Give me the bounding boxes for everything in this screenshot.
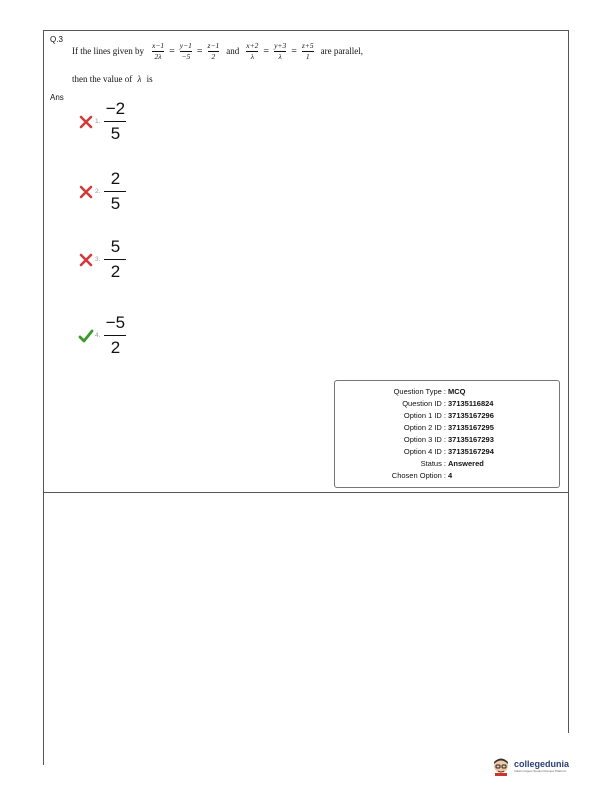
denominator: 5 (110, 194, 121, 213)
brand-tagline: India's largest Student Review Platform (514, 769, 567, 773)
info-key: Option 4 ID : (403, 447, 446, 456)
equals-sign: = (196, 45, 203, 57)
info-key: Question ID : (402, 399, 446, 408)
fraction-x-line1 (152, 42, 164, 61)
equals-sign: = (291, 45, 297, 57)
info-value: MCQ (448, 387, 466, 396)
denominator: 2 (110, 262, 121, 281)
fraction-y-line1 (180, 42, 192, 61)
fraction-z-line2 (302, 42, 314, 61)
equals-sign: = (169, 45, 175, 57)
denominator: λ (278, 51, 282, 61)
info-option-2-id (335, 423, 559, 432)
option-index: 2. (95, 188, 101, 195)
denominator: 2 (110, 338, 121, 357)
numerator: −5 (105, 313, 126, 332)
question-line-two-suffix: is (146, 74, 153, 84)
fraction-z-line1 (208, 42, 220, 61)
info-value: Answered (448, 459, 484, 468)
info-value: 37135167294 (448, 447, 494, 456)
option-fraction (104, 170, 126, 213)
numerator: y+3 (274, 40, 287, 50)
info-option-4-id (335, 447, 559, 456)
option-index: 1. (95, 118, 101, 125)
and-word: and (226, 46, 240, 56)
denominator: 2 (211, 51, 216, 61)
lambda-symbol: λ (137, 74, 142, 84)
numerator: y−1 (179, 40, 192, 50)
cross-icon (78, 252, 94, 268)
page-border-right (568, 493, 569, 733)
question-info-box (334, 380, 560, 488)
numerator: 5 (110, 237, 121, 256)
question-line-two (72, 74, 153, 84)
info-key: Chosen Option : (391, 471, 446, 480)
info-value: 37135167295 (448, 423, 494, 432)
option-fraction (104, 238, 126, 281)
denominator: −5 (181, 51, 191, 61)
cross-icon (78, 114, 94, 130)
info-key: Option 1 ID : (403, 411, 446, 420)
denominator: 1 (305, 51, 310, 61)
brand-name: collegedunia (514, 759, 570, 769)
numerator: z−1 (207, 40, 220, 50)
numerator: −2 (105, 99, 126, 118)
info-question-type (335, 387, 559, 396)
info-key: Status : (420, 459, 446, 468)
info-option-3-id (335, 435, 559, 444)
question-line-two-prefix: then the value of (72, 74, 133, 84)
info-status (335, 459, 559, 468)
numerator: x+2 (246, 40, 259, 50)
numerator: z+5 (301, 40, 314, 50)
info-value: 37135167296 (448, 411, 494, 420)
option-index: 4. (95, 332, 101, 339)
denominator: 2λ (154, 51, 162, 61)
option-3[interactable] (78, 238, 126, 281)
option-index: 3. (95, 256, 101, 263)
equals-sign: = (263, 45, 270, 57)
denominator: λ (250, 51, 254, 61)
info-value: 37135116824 (448, 399, 494, 408)
option-fraction (104, 100, 126, 143)
mascot-icon (492, 756, 510, 776)
option-1[interactable] (78, 100, 126, 143)
numerator: 2 (110, 169, 121, 188)
numerator: x−1 (151, 40, 165, 50)
info-chosen-option (335, 471, 559, 480)
info-value: 4 (448, 471, 453, 480)
fraction-y-line2 (274, 42, 286, 61)
info-key: Option 2 ID : (403, 423, 446, 432)
fraction-x-line2 (246, 42, 258, 61)
info-value: 37135167293 (448, 435, 494, 444)
info-question-id (335, 399, 559, 408)
cross-icon (78, 184, 94, 200)
denominator: 5 (110, 124, 121, 143)
question-number: Q.3 (50, 35, 63, 44)
answer-label: Ans (50, 93, 64, 102)
checkmark-icon (78, 328, 94, 344)
option-fraction (104, 314, 126, 357)
collegedunia-logo (492, 756, 569, 776)
page-border-left (43, 493, 44, 765)
question-statement (72, 38, 368, 64)
option-2[interactable] (78, 170, 126, 213)
info-key: Option 3 ID : (403, 435, 446, 444)
question-intro: If the lines given by (72, 46, 144, 56)
info-key: Question Type : (393, 387, 446, 396)
option-4[interactable] (78, 314, 126, 357)
question-suffix: are parallel, (320, 46, 364, 56)
info-option-1-id (335, 411, 559, 420)
